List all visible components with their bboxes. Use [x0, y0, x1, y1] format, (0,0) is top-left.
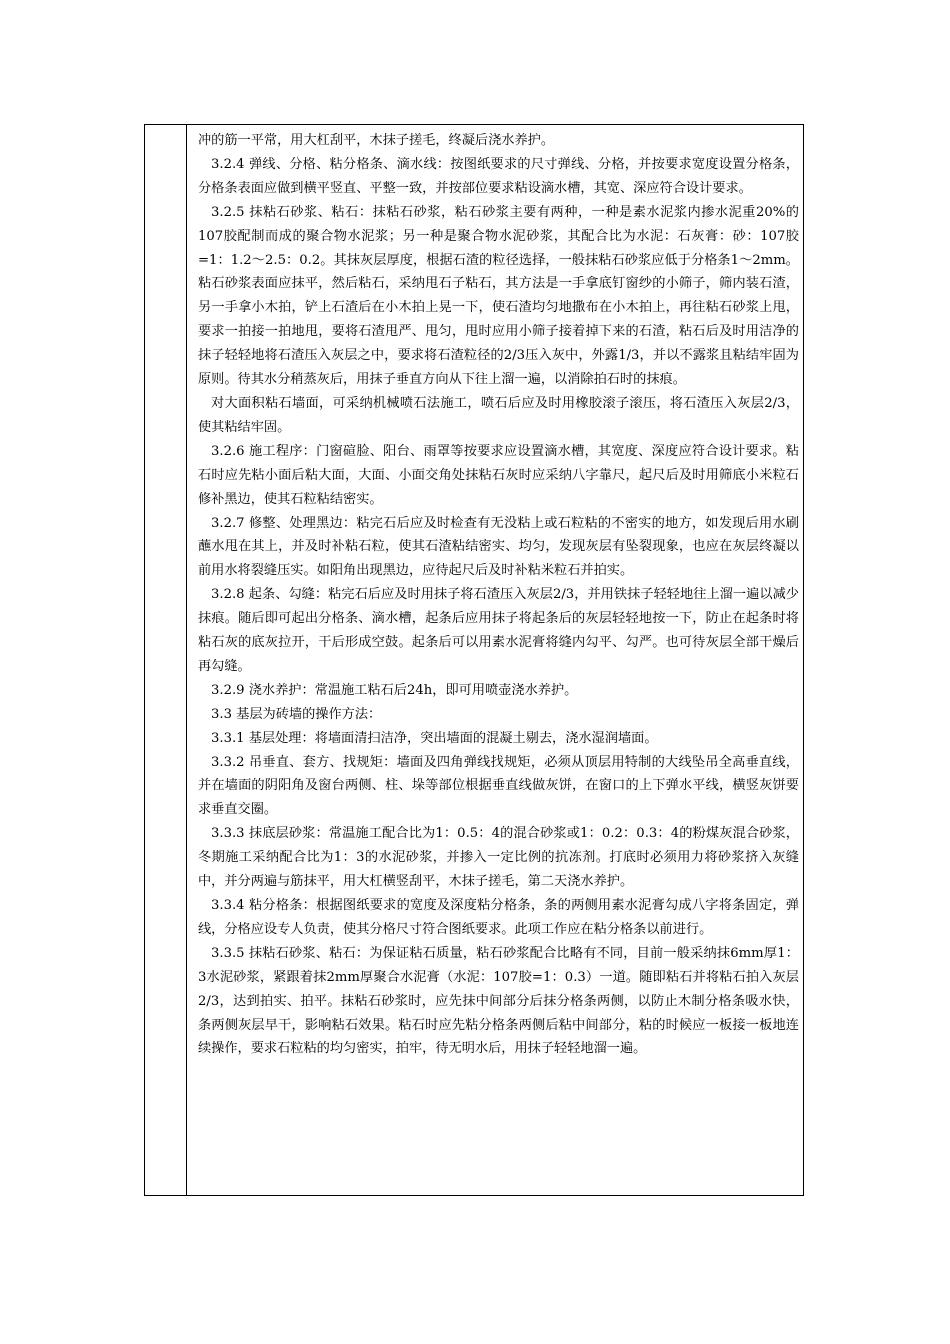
paragraph: 3.3.3 抹底层砂浆：常温施工配合比为1：0.5：4的混合砂浆或1：0.2：0.3：4的粉煤灰混合砂浆，冬期施工采纳配合比为1：3的水泥砂浆，并掺入一定比例的抗冻剂。打底时必须用力将砂浆挤入灰缝中，并分两遍与筋抹平，用大杠横竖刮平，木抹子搓毛，第二天浇水养护。 — [198, 826, 799, 890]
paragraph: 3.3.5 抹粘石砂浆、粘石：为保证粘石质量，粘石砂浆配合比略有不同，目前一般采纳抹6mm厚1：3水泥砂浆，紧跟着抹2mm厚聚合水泥膏（水泥：107胶=1：0.3）一道。随即粘石并将粘石拍入灰层2/3，达到拍实、拍平。抹粘石砂浆时，应先抹中间部分后抹分格条两侧，以防止木制分格条吸水快，条两侧灰层早干，影响粘石效果。粘石时应先粘分格条两侧后粘中间部分，粘的时候应一板接一板地连续操作，要求石粒粘的均匀密实，拍牢，待无明水后，用抹子轻轻地溜一遍。 — [198, 945, 799, 1057]
paragraph: 3.3.4 粘分格条：根据图纸要求的宽度及深度粘分格条，条的两侧用素水泥膏勾成八字将条固定，弹线，分格应设专人负责，使其分格尺寸符合图纸要求。此项工作应在粘分格条以前进行。 — [198, 898, 799, 937]
paragraph: 3.3 基层为砖墙的操作方法： — [211, 706, 382, 722]
paragraph: 3.2.9 浇水养护：常温施工粘石后24h，即可用喷壶浇水养护。 — [211, 682, 578, 698]
paragraph: 3.3.1 基层处理：将墙面清扫洁净，突出墙面的混凝土剔去，浇水湿润墙面。 — [211, 730, 658, 746]
paragraph: 3.3.2 吊垂直、套方、找规矩：墙面及四角弹线找规矩，必须从顶层用特制的大线坠吊全高垂直线，并在墙面的阴阳角及窗台两侧、柱、垛等部位根据垂直线做灰饼，在窗口的上下弹水平线，横竖灰饼要求垂直交圈。 — [198, 754, 799, 818]
paragraph: 冲的筋一平常，用大杠刮平，木抹子搓毛，终凝后浇水养护。 — [198, 133, 555, 148]
document-table — [144, 124, 804, 1196]
paragraph: 3.2.8 起条、勾缝：粘完石后应及时用抹子将石渣压入灰层2/3，并用铁抹子轻轻地往上溜一遍以减少抹痕。随后即可起出分格条、滴水槽，起条后应用抹子将起条后的灰层轻轻地按一下，防止在起条时将粘石灰的底灰拉开，干后形成空鼓。起条后可以用素水泥膏将缝内勾平、勾严。也可待灰层全部干燥后再勾缝。 — [198, 587, 799, 674]
paragraph: 3.2.5 抹粘石砂浆、粘石：抹粘石砂浆，粘石砂浆主要有两种，一种是素水泥浆内掺水泥重20%的107胶配制而成的聚合物水泥浆；另一种是聚合物水泥砂浆，其配合比为水泥：石灰膏：砂：107胶=1：1.2～2.5：0.2。其抹灰层厚度，根据石渣的粒径选择，一般抹粘石砂浆应低于分格条1～2mm。粘石砂浆表面应抹平，然后粘石，采纳甩石子粘石，其方法是一手拿底钉窗纱的小筛子，筛内装石渣，另一手拿小木拍，铲上石渣后在小木拍上晃一下，使石渣均匀地撒布在小木拍上，再往粘石砂浆上甩，要求一拍接一拍地甩，要将石渣甩严、甩匀，甩时应用小筛子接着掉下来的石渣，粘石后及时用洁净的抹子轻轻地将石渣压入灰层之中，要求将石渣粒径的2/3压入灰中，外露1/3，并以不露浆且粘结牢固为原则。待其水分稍蒸灰后，用抹子垂直方向从下往上溜一遍，以消除拍石时的抹痕。 — [198, 204, 799, 388]
table-content-cell — [198, 129, 799, 1061]
paragraph: 3.2.6 施工程序：门窗碹脸、阳台、雨罩等按要求应设置滴水槽，其宽度、深度应符合设计要求。粘石时应先粘小面后粘大面，大面、小面交角处抹粘石灰时应采纳八字靠尺，起尺后及时用筛底小米粒石修补黑边，使其石粒粘结密实。 — [198, 443, 799, 507]
paragraph: 对大面积粘石墙面，可采纳机械喷石法施工，喷石后应及时用橡胶滚子滚压，将石渣压入灰层2/3，使其粘结牢固。 — [198, 395, 799, 435]
paragraph: 3.2.4 弹线、分格、粘分格条、滴水线：按图纸要求的尺寸弹线、分格，并按要求宽度设置分格条，分格条表面应做到横平竖直、平整一致，并按部位要求粘设滴水槽，其宽、深应符合设计要求。 — [198, 156, 799, 196]
table-left-column — [145, 125, 187, 1195]
paragraph: 3.2.7 修整、处理黑边：粘完石后应及时检查有无没粘上或石粒粘的不密实的地方，如发现后用水刷蘸水甩在其上，并及时补粘石粒，使其石渣粘结密实、均匀，发现灰层有坠裂现象，也应在灰层终凝以前用水将裂缝压实。如阳角出现黑边，应待起尺后及时补粘米粒石并拍实。 — [198, 515, 799, 579]
